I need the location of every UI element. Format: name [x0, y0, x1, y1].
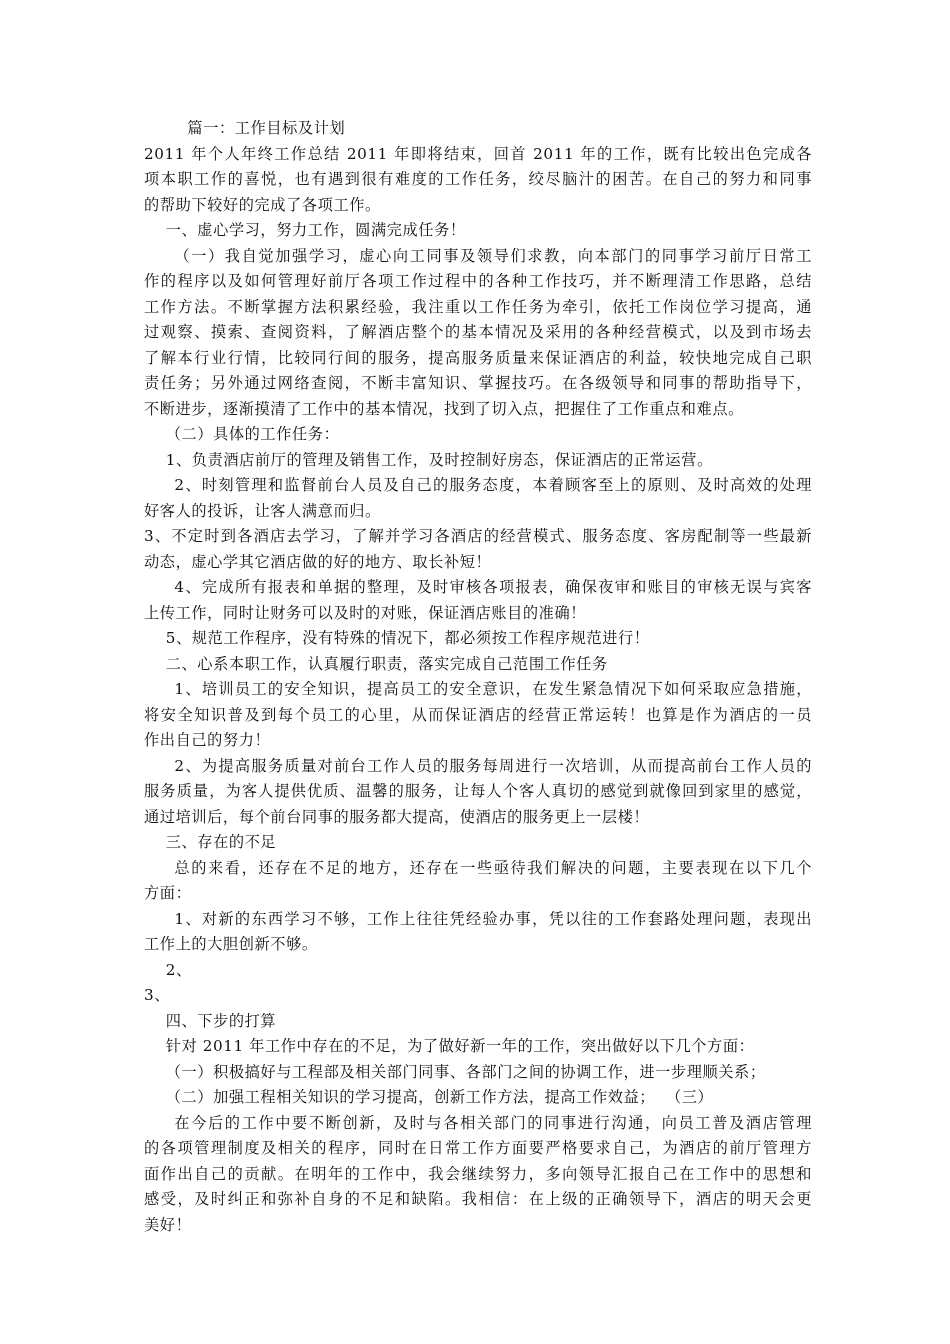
text-line: 1、对新的东西学习不够，工作上往往凭经验办事，凭以往的工作套路处理问题，表现出 [174, 909, 812, 928]
text-line: （一）积极搞好与工程部及相关部门同事、各部门之间的协调工作，进一步理顺关系； [144, 1062, 766, 1081]
text-line: 方面： [144, 884, 192, 902]
document-body [144, 116, 812, 1238]
text-line: 2011 年个人年终工作总结 2011 年即将结束，回首 2011 年的工作，既有比较出色完成各 [144, 144, 812, 163]
text-line: 2、为提高服务质量对前台工作人员的服务每周进行一次培训，从而提高前台工作人员的 [174, 756, 812, 775]
text-line: 责任务；另外通过网络查阅，不断丰富知识、掌握技巧。在各级领导和同事的帮助指导下， [144, 374, 812, 392]
text-line: 作的程序以及如何管理好前厅各项工作过程中的各种工作技巧，并不断理清工作思路，总结 [144, 272, 812, 290]
text-line: 将安全知识普及到每个员工的心里，从而保证酒店的经营正常运转！也算是作为酒店的一员 [144, 705, 812, 724]
text-line: 项本职工作的喜悦，也有遇到很有难度的工作任务，绞尽脑汁的困苦。在自己的努力和同事 [144, 170, 812, 188]
text-line: 工作上的大胆创新不够。 [144, 935, 318, 953]
text-line: 好客人的投诉，让客人满意而归。 [144, 501, 381, 520]
text-line: 一、虚心学习，努力工作，圆满完成任务！ [144, 221, 466, 239]
text-line: （二）具体的工作任务： [144, 425, 340, 443]
text-line: 的帮助下较好的完成了各项工作。 [144, 195, 381, 214]
text-line: （一）我自觉加强学习，虚心向工同事及领导们求教，向本部门的同事学习前厅日常工 [174, 246, 812, 265]
text-line: 4、完成所有报表和单据的整理，及时审核各项报表，确保夜审和账目的审核无误与宾客 [174, 578, 812, 596]
text-line: 美好！ [144, 1215, 192, 1234]
text-line: 了解本行业行情，比较同行间的服务，提高服务质量来保证酒店的利益，较快地完成自己职 [144, 348, 812, 367]
text-line: 针对 2011 年工作中存在的不足，为了做好新一年的工作，突出做好以下几个方面： [144, 1037, 755, 1055]
text-line: 动态，虚心学其它酒店做的好的地方、取长补短！ [144, 552, 492, 571]
text-line: 3、不定时到各酒店去学习，了解并学习各酒店的经营模式、服务态度、客房配制等一些最新 [144, 527, 812, 545]
text-line: 5、规范工作程序，没有特殊的情况下，都必须按工作程序规范进行！ [144, 629, 650, 647]
text-line: 服务质量，为客人提供优质、温馨的服务，让每人个客人真切的感觉到就像回到家里的感觉， [144, 782, 812, 800]
text-line: 1、培训员工的安全知识，提高员工的安全意识，在发生紧急情况下如何采取应急措施， [174, 680, 812, 698]
text-line: 在今后的工作中要不断创新，及时与各相关部门的同事进行沟通，向员工普及酒店管理 [174, 1113, 812, 1132]
text-line: 的各项管理制度及相关的程序，同时在日常工作方面要严格要求自己，为酒店的前厅管理方 [144, 1139, 812, 1157]
text-line: 四、下步的打算 [144, 1011, 277, 1030]
text-line: 1、负责酒店前厅的管理及销售工作，及时控制好房态，保证酒店的正常运营。 [144, 450, 713, 469]
text-line: 作出自己的努力！ [144, 731, 271, 749]
text-line: 3、 [144, 986, 171, 1004]
text-line: 过观察、摸索、查阅资料，了解酒店整个的基本情况及采用的各种经营模式，以及到市场去 [144, 323, 812, 341]
text-line: 2、 [144, 960, 192, 979]
text-line: 工作方法。不断掌握方法积累经验，我注重以工作任务为牵引，依托工作岗位学习提高，通 [144, 297, 812, 316]
text-line: 二、心系本职工作，认真履行职责，落实完成自己范围工作任务 [144, 654, 608, 673]
text-line: 上传工作，同时让财务可以及时的对账，保证酒店账目的准确！ [144, 603, 587, 622]
text-line: 不断进步，逐渐摸清了工作中的基本情况，找到了切入点，把握住了工作重点和难点。 [144, 399, 744, 418]
text-line: 2、时刻管理和监督前台人员及自己的服务态度，本着顾客至上的原则、及时高效的处理 [174, 476, 812, 494]
text-line: 感受，及时纠正和弥补自身的不足和缺陷。我相信：在上级的正确领导下，酒店的明天会更 [144, 1190, 812, 1208]
text-line: 三、存在的不足 [144, 833, 277, 851]
text-line: 通过培训后，每个前台同事的服务都大提高，使酒店的服务更上一层楼！ [144, 807, 650, 826]
text-line: 篇一：工作目标及计划 [144, 119, 346, 137]
text-line: 总的来看，还存在不足的地方，还存在一些亟待我们解决的问题，主要表现在以下几个 [174, 858, 812, 877]
text-line: （二）加强工程相关知识的学习提高，创新工作方法，提高工作效益； （三） [144, 1088, 714, 1106]
text-line: 面作出自己的贡献。在明年的工作中，我会继续努力，多向领导汇报自己在工作中的思想和 [144, 1164, 812, 1183]
